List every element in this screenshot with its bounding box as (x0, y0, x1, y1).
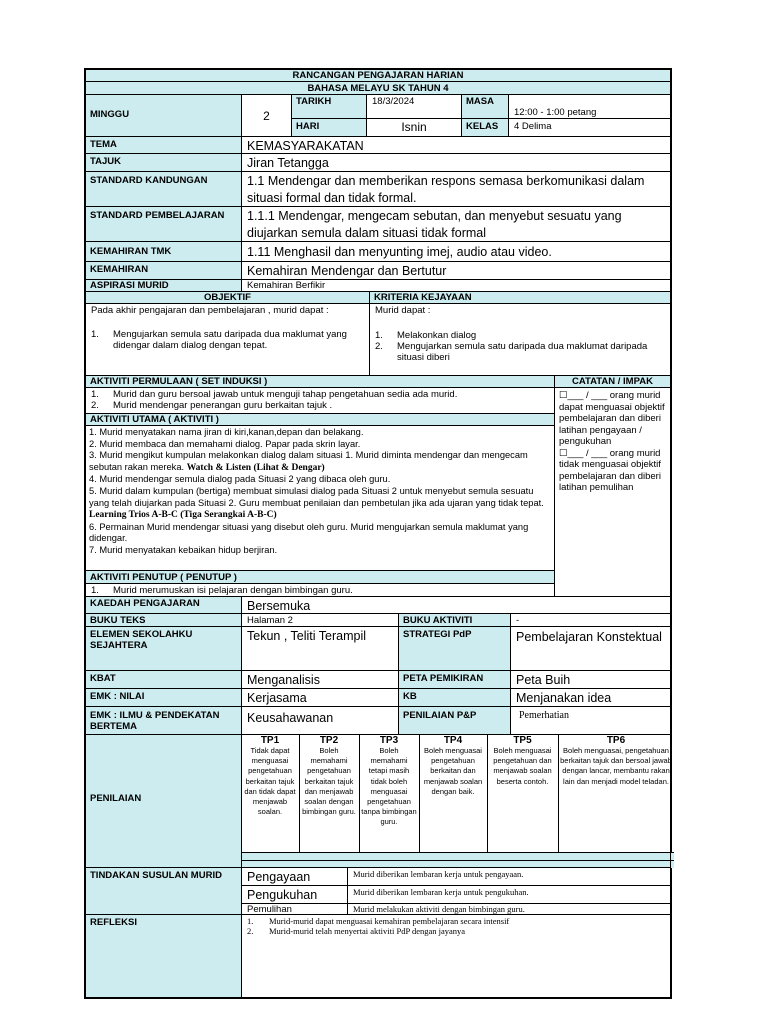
tp-level-label: TP2 (319, 735, 339, 746)
penutup-item-num: 1. (91, 585, 99, 596)
kriteria-item-num: 2. (375, 341, 383, 352)
tp-level-label: TP5 (513, 735, 532, 746)
hari-label: HARI (291, 118, 367, 137)
permulaan-item-num: 1. (91, 389, 99, 400)
tp-level-description: Tidak dapat menguasai pengetahuan berkaitan tajuk dan tidak dapat menjawab soalan. (244, 746, 296, 817)
tmk-label: KEMAHIRAN TMK (85, 241, 242, 262)
strategi-label: STRATEGI PdP (398, 626, 511, 671)
plan-title: RANCANGAN PENGAJARAN HARIAN (85, 69, 671, 82)
kbat-label: KBAT (85, 670, 242, 689)
tema-label: TEMA (85, 136, 242, 154)
buku-teks-label: BUKU TEKS (85, 613, 242, 627)
tp-level-description: Boleh menguasai, pengetahuan berkaitan tajuk dan bersoal jawab dengan lancar, membantu rakan lain dan menjadi model teladan. (560, 746, 672, 786)
objektif-intro: Pada akhir pengajaran dan pembelajaran , murid dapat : (91, 305, 329, 316)
sk-label: STANDARD KANDUNGAN (85, 171, 242, 207)
tindakan-name-0: Pengayaan (241, 867, 348, 886)
objektif-item-num: 1. (91, 329, 99, 340)
elemen-label: ELEMEN SEKOLAHKU SEJAHTERA (85, 626, 242, 671)
tp-level-label: TP6 (606, 735, 626, 746)
utama-body (85, 425, 555, 571)
catatan-label: CATATAN / IMPAK (554, 375, 671, 388)
objektif-item-text: Mengujarkan semula satu daripada dua maklumat yang didengar dalam dialog dengan tepat. (113, 329, 347, 351)
peta-label: PETA PEMIKIRAN (398, 670, 511, 689)
minggu-value: 2 (241, 94, 292, 137)
peta-value: Peta Buih (510, 670, 671, 689)
refleksi-item-text: Murid-murid dapat menguasai kemahiran pembelajaran secara intensif (269, 916, 510, 926)
hari-value: Isnin (366, 118, 462, 137)
kelas-value: 4 Delima (508, 118, 671, 137)
tp-level-description: Boleh menguasai pengetahuan dan menjawab soalan beserta contoh. (493, 746, 552, 786)
sk-value: 1.1 Mendengar dan memberikan respons semasa berkomunikasi dalam situasi formal dan tidak formal. (241, 171, 671, 207)
penutup-item (91, 585, 549, 596)
kriteria-item-num: 1. (375, 330, 383, 341)
kaedah-label: KAEDAH PENGAJARAN (85, 596, 242, 614)
kriteria-item (375, 330, 665, 341)
utama-strategy-2: Learning Trios A-B-C (Tiga Serangkai A-B-C) (89, 510, 277, 521)
permulaan-item-text: Murid dan guru bersoal jawab untuk menguji tahap pengetahuan sedia ada murid. (113, 389, 458, 400)
tp-level-description: Boleh memahami pengetahuan berkaitan tajuk dan menjawab soalan dengan bimbingan guru. (302, 746, 356, 817)
penutup-label: AKTIVITI PENUTUP ( PENUTUP ) (85, 570, 555, 584)
penilaian-pp-value: Pemerhatian (510, 706, 671, 735)
tindakan-name-2: Pemulihan (241, 903, 348, 915)
refleksi-label: REFLEKSI (85, 914, 242, 998)
tindakan-desc-2: Murid melakukan aktiviti dengan bimbingan guru. (347, 903, 671, 915)
plan-subtitle: BAHASA MELAYU SK TAHUN 4 (85, 81, 671, 95)
kriteria-label: KRITERIA KEJAYAAN (369, 291, 671, 304)
utama-line-6: 6. Permainan Murid mendengar situasi yang disebut oleh guru. Murid mengujarkan semula maklumat yang didengar. (89, 521, 529, 544)
emk-ilmu-label: EMK : ILMU & PENDEKATAN BERTEMA (85, 706, 242, 735)
kriteria-item-text: Mengujarkan semula satu daripada dua maklumat daripada situasi diberi (397, 341, 648, 363)
aspirasi-label: ASPIRASI MURID (85, 279, 242, 292)
permulaan-item (91, 400, 549, 411)
penutup-body (85, 583, 555, 597)
tarikh-value: 18/3/2024 (366, 94, 462, 119)
permulaan-item-num: 2. (91, 400, 99, 411)
utama-line-2: 2. Murid membaca dan memahami dialog. Papar pada skrin layar. (89, 438, 361, 449)
penilaian-label: PENILAIAN (85, 734, 242, 868)
buku-aktiviti-value: - (510, 613, 671, 627)
utama-line-3 (89, 450, 551, 474)
permulaan-label: AKTIVITI PERMULAAN ( SET INDUKSI ) (85, 375, 555, 388)
buku-teks-value: Halaman 2 (241, 613, 399, 627)
tindakan-desc-1: Murid diberikan lembaran kerja untuk pengukuhan. (347, 885, 671, 904)
permulaan-item (91, 389, 549, 400)
emk-nilai-label: EMK : NILAI (85, 688, 242, 707)
tajuk-label: TAJUK (85, 153, 242, 172)
kriteria-item-text: Melakonkan dialog (397, 330, 477, 341)
tp-level-description: Boleh menguasai pengetahuan berkaitan dan menjawab soalan dengan baik. (423, 746, 483, 796)
tema-value: KEMASYARAKATAN (241, 136, 671, 154)
tindakan-name-1: Pengukuhan (241, 885, 348, 904)
sp-label: STANDARD PEMBELAJARAN (85, 206, 242, 242)
buku-aktiviti-label: BUKU AKTIVITI (398, 613, 511, 627)
kb-label: KB (398, 688, 511, 707)
tp-level-label: TP4 (443, 735, 463, 746)
catatan-text-1: ☐___ / ___ orang murid dapat menguasai objektif pembelajaran dan diberi latihan pengayaan / pengukuhan (559, 390, 665, 447)
refleksi-body (241, 914, 671, 998)
kemahiran-value: Kemahiran Mendengar dan Bertutur (241, 261, 671, 280)
kemahiran-label: KEMAHIRAN (85, 261, 242, 280)
refleksi-item-text: Murid-murid telah menyertai aktiviti PdP dengan jayanya (269, 926, 466, 936)
aspirasi-value: Kemahiran Berfikir (241, 279, 671, 292)
penilaian-pp-label: PENILAIAN P&P (398, 706, 511, 735)
refleksi-item-num: 2. (247, 926, 254, 936)
tajuk-value: Jiran Tetangga (241, 153, 671, 172)
tindakan-label: TINDAKAN SUSULAN MURID (85, 867, 242, 915)
utama-line-5 (89, 486, 551, 522)
masa-label: MASA (461, 94, 509, 119)
utama-line-7: 7. Murid menyatakan kebaikan hidup berjiran. (89, 544, 278, 555)
permulaan-body (85, 387, 555, 414)
tp-level-label: TP3 (379, 735, 399, 746)
utama-line-1: 1. Murid menyatakan nama jiran di kiri,kanan,depan dan belakang. (89, 427, 364, 437)
refleksi-item-num: 1. (247, 916, 254, 926)
emk-ilmu-value: Keusahawanan (241, 706, 399, 735)
penutup-item-text: Murid merumuskan isi pelajaran dengan bimbingan guru. (113, 585, 353, 596)
permulaan-item-text: Murid mendengar penerangan guru berkaitan tajuk . (113, 400, 333, 411)
utama-line-4: 4. Murid mendengar semula dialog pada Situasi 2 yang dibaca oleh guru. (89, 474, 391, 485)
strategi-value: Pembelajaran Konstektual (510, 626, 671, 671)
sp-value: 1.1.1 Mendengar, mengecam sebutan, dan menyebut sesuatu yang diujarkan semula dalam situasi tidak formal (241, 206, 671, 242)
objektif-label: OBJEKTIF (85, 291, 370, 304)
tp-level-description: Boleh memahami tetapi masih tidak boleh menguasai pengetahuan tanpa bimbingan guru. (361, 746, 417, 827)
kaedah-value: Bersemuka (241, 596, 671, 614)
refleksi-item (247, 926, 665, 936)
utama-line-5-text: 5. Murid dalam kumpulan (bertiga) membuat simulasi dialog pada Situasi 2 untuk menyebut semula sesuatu yang telah diujarkan pada Situasi 2. Guru membuat penilaian dan pembetulan jika ada ujaran yang tidak tepat. (89, 485, 544, 508)
masa-value: 12:00 - 1:00 petang (508, 94, 671, 119)
catatan-body (554, 387, 671, 597)
kriteria-intro: Murid dapat : (375, 305, 431, 316)
utama-label: AKTIVITI UTAMA ( AKTIVITI ) (85, 413, 555, 426)
tp-level-label: TP1 (260, 735, 280, 746)
minggu-label: MINGGU (85, 94, 242, 137)
catatan-text-2: ☐___ / ___ orang murid tidak menguasai objektif pembelajaran dan diberi latihan pemulihan (559, 447, 661, 493)
utama-strategy-1: Watch & Listen (Lihat & Dengar) (186, 462, 325, 473)
kbat-value: Menganalisis (241, 670, 399, 689)
tp-grid-border (241, 734, 671, 868)
lesson-plan-sheet (84, 68, 672, 999)
refleksi-item (247, 916, 665, 926)
tindakan-desc-0: Murid diberikan lembaran kerja untuk pengayaan. (347, 867, 671, 886)
elemen-value: Tekun , Teliti Terampil (241, 626, 399, 671)
tarikh-label: TARIKH (291, 94, 367, 119)
objektif-body (85, 303, 370, 376)
kriteria-body (369, 303, 671, 376)
utama-line-3-text: 3. Murid mengikut kumpulan melakonkan dialog dalam situasi 1. Murid diminta mendengar dan mengecam sebutan rakan mereka. (89, 450, 528, 472)
emk-nilai-value: Kerjasama (241, 688, 399, 707)
tmk-value: 1.11 Menghasil dan menyunting imej, audio atau video. (241, 241, 671, 262)
kb-value: Menjanakan idea (510, 688, 671, 707)
objektif-item (91, 329, 364, 351)
kriteria-item (375, 341, 665, 363)
kelas-label: KELAS (461, 118, 509, 137)
tp-grid (241, 734, 671, 868)
